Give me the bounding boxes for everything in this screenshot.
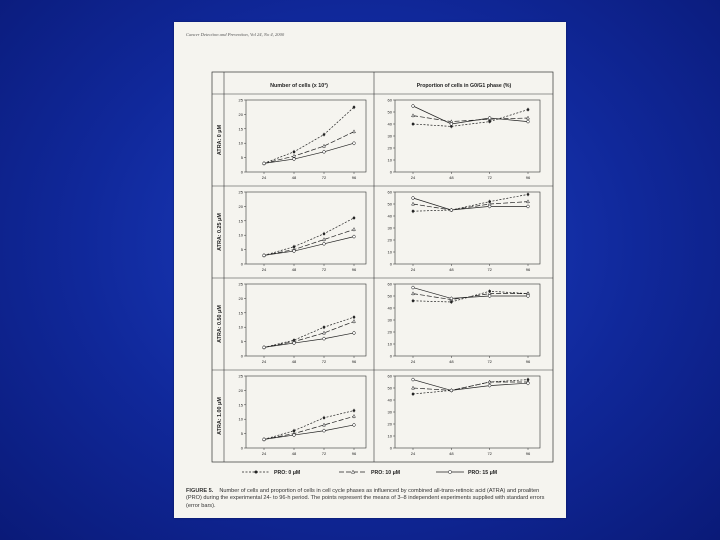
y-tick-label: 20 — [387, 145, 392, 151]
y-tick-label: 40 — [387, 213, 392, 219]
data-point — [353, 235, 356, 238]
g0g1-column-header: Proportion of cells in G0/G1 phase (%) — [416, 83, 512, 89]
caption-text: Number of cells and proportion of cells in cell cycle phases as influenced by combined all-trans-retinoic acid (ATRA) and proaliten (PRO) during the experimental 24- to 96-h period. The points represent the means of 3–8 independent experiments supplied with standard errors (error bars). — [186, 488, 545, 509]
x-tick-label: 96 — [525, 359, 531, 364]
x-tick-label: 96 — [351, 175, 357, 180]
data-point — [353, 415, 356, 418]
data-point — [412, 378, 415, 381]
y-tick-label: 20 — [387, 329, 392, 335]
data-point — [450, 297, 453, 300]
data-point — [353, 332, 356, 335]
y-tick-label: 60 — [387, 373, 392, 379]
y-tick-label: 25 — [238, 97, 243, 103]
y-tick-label: 0 — [240, 445, 243, 451]
x-tick-label: 24 — [261, 451, 267, 456]
legend-marker — [448, 470, 451, 473]
x-tick-label: 48 — [291, 267, 297, 272]
y-tick-label: 25 — [238, 281, 243, 287]
data-point — [527, 382, 530, 385]
x-tick-label: 72 — [487, 267, 492, 272]
x-tick-label: 96 — [525, 175, 531, 180]
y-tick-label: 30 — [387, 225, 392, 231]
x-tick-label: 96 — [525, 451, 531, 456]
y-tick-label: 60 — [387, 97, 392, 103]
series-line — [264, 425, 354, 439]
y-tick-label: 0 — [240, 261, 243, 267]
y-tick-label: 10 — [387, 249, 392, 255]
data-point — [353, 228, 356, 231]
data-point — [353, 409, 356, 412]
plot-area — [246, 192, 366, 264]
data-point — [263, 438, 266, 441]
data-point — [353, 217, 356, 220]
x-tick-label: 24 — [410, 267, 416, 272]
x-tick-label: 72 — [487, 359, 492, 364]
y-tick-label: 10 — [238, 140, 243, 146]
series-line — [264, 132, 354, 164]
y-tick-label: 20 — [238, 203, 243, 209]
y-tick-label: 10 — [238, 232, 243, 238]
y-tick-label: 0 — [389, 445, 392, 451]
y-tick-label: 0 — [389, 169, 392, 175]
data-point — [353, 142, 356, 145]
x-tick-label: 48 — [449, 359, 454, 364]
data-point — [353, 106, 356, 109]
y-tick-label: 40 — [387, 305, 392, 311]
x-tick-label: 48 — [291, 359, 297, 364]
data-point — [488, 117, 491, 120]
data-point — [412, 114, 415, 117]
y-tick-label: 15 — [238, 218, 243, 224]
legend-label: PRO: 10 μM — [371, 470, 401, 476]
x-tick-label: 48 — [291, 451, 297, 456]
y-tick-label: 10 — [238, 416, 243, 422]
y-tick-label: 30 — [387, 409, 392, 415]
data-point — [488, 295, 491, 298]
cells-column-header: Number of cells (x 10³) — [270, 83, 328, 89]
caption-label: FIGURE 5. — [186, 488, 214, 494]
y-tick-label: 15 — [238, 402, 243, 408]
row-label: ATRA: 0 μM — [217, 124, 223, 156]
y-tick-label: 60 — [387, 189, 392, 195]
series-line — [413, 198, 528, 210]
data-point — [412, 202, 415, 205]
y-tick-label: 20 — [387, 237, 392, 243]
y-tick-label: 25 — [238, 373, 243, 379]
y-tick-label: 50 — [387, 201, 392, 207]
x-tick-label: 72 — [321, 451, 327, 456]
series-line — [413, 294, 528, 300]
document-page — [174, 22, 566, 518]
series-line — [413, 382, 528, 390]
plot-area — [395, 192, 540, 264]
data-point — [323, 242, 326, 245]
data-point — [450, 209, 453, 212]
data-point — [488, 384, 491, 387]
plot-area — [395, 100, 540, 172]
row-label: ATRA: 0.50 μM — [217, 305, 223, 343]
x-tick-label: 24 — [410, 359, 416, 364]
figure-5 — [174, 22, 566, 518]
x-tick-label: 48 — [291, 175, 297, 180]
journal-header: Cancer Detection and Prevention, Vol 24, No 4, 2000 — [186, 32, 285, 37]
row-label: ATRA: 1.00 μM — [217, 397, 223, 435]
x-tick-label: 96 — [351, 267, 357, 272]
data-point — [293, 434, 296, 437]
data-point — [323, 337, 326, 340]
x-tick-label: 48 — [449, 267, 454, 272]
x-tick-label: 24 — [410, 451, 416, 456]
y-tick-label: 20 — [387, 421, 392, 427]
data-point — [527, 108, 530, 111]
y-tick-label: 25 — [238, 189, 243, 195]
y-tick-label: 10 — [238, 324, 243, 330]
y-tick-label: 10 — [387, 341, 392, 347]
x-tick-label: 72 — [487, 451, 492, 456]
x-tick-label: 96 — [525, 267, 531, 272]
y-tick-label: 50 — [387, 385, 392, 391]
data-point — [323, 423, 326, 426]
y-tick-label: 50 — [387, 293, 392, 299]
y-tick-label: 0 — [240, 353, 243, 359]
y-tick-label: 5 — [240, 247, 243, 253]
data-point — [323, 429, 326, 432]
series-line — [264, 333, 354, 347]
data-point — [527, 120, 530, 123]
data-point — [412, 197, 415, 200]
y-tick-label: 0 — [389, 261, 392, 267]
data-point — [263, 346, 266, 349]
y-tick-label: 15 — [238, 310, 243, 316]
data-point — [450, 389, 453, 392]
plot-area — [246, 100, 366, 172]
x-tick-label: 72 — [487, 175, 492, 180]
data-point — [353, 320, 356, 323]
plot-area — [246, 284, 366, 356]
data-point — [323, 133, 326, 136]
y-tick-label: 10 — [387, 157, 392, 163]
figure-caption — [186, 488, 546, 510]
data-point — [323, 326, 326, 329]
y-tick-label: 20 — [238, 387, 243, 393]
y-tick-label: 20 — [238, 111, 243, 117]
series-line — [264, 107, 354, 163]
data-point — [488, 205, 491, 208]
y-tick-label: 5 — [240, 155, 243, 161]
x-tick-label: 48 — [449, 175, 454, 180]
y-tick-label: 30 — [387, 133, 392, 139]
y-tick-label: 0 — [240, 169, 243, 175]
data-point — [353, 424, 356, 427]
legend-marker — [255, 471, 258, 474]
data-point — [293, 158, 296, 161]
series-line — [264, 411, 354, 440]
x-tick-label: 72 — [321, 267, 327, 272]
y-tick-label: 60 — [387, 281, 392, 287]
data-point — [412, 300, 415, 303]
y-tick-label: 15 — [238, 126, 243, 132]
x-tick-label: 24 — [261, 359, 267, 364]
y-tick-label: 30 — [387, 317, 392, 323]
data-point — [323, 150, 326, 153]
data-point — [353, 316, 356, 319]
series-line — [264, 321, 354, 347]
data-point — [353, 130, 356, 133]
y-tick-label: 40 — [387, 121, 392, 127]
data-point — [527, 295, 530, 298]
data-point — [293, 151, 296, 154]
x-tick-label: 24 — [261, 175, 267, 180]
data-point — [527, 205, 530, 208]
data-point — [323, 331, 326, 334]
x-tick-label: 96 — [351, 451, 357, 456]
y-tick-label: 40 — [387, 397, 392, 403]
data-point — [450, 123, 453, 126]
series-line — [264, 218, 354, 255]
legend-label: PRO: 15 μM — [468, 470, 498, 476]
series-line — [264, 237, 354, 256]
y-tick-label: 5 — [240, 431, 243, 437]
y-tick-label: 20 — [238, 295, 243, 301]
data-point — [412, 286, 415, 289]
x-tick-label: 96 — [351, 359, 357, 364]
data-point — [293, 250, 296, 253]
data-point — [263, 162, 266, 165]
series-line — [264, 143, 354, 163]
data-point — [527, 193, 530, 196]
plot-area — [395, 284, 540, 356]
y-tick-label: 0 — [389, 353, 392, 359]
data-point — [323, 232, 326, 235]
y-tick-label: 50 — [387, 109, 392, 115]
x-tick-label: 24 — [410, 175, 416, 180]
data-point — [412, 123, 415, 126]
data-point — [323, 416, 326, 419]
row-label: ATRA: 0.25 μM — [217, 213, 223, 251]
y-tick-label: 10 — [387, 433, 392, 439]
x-tick-label: 48 — [449, 451, 454, 456]
data-point — [412, 210, 415, 213]
data-point — [412, 292, 415, 295]
data-point — [293, 342, 296, 345]
x-tick-label: 24 — [261, 267, 267, 272]
data-point — [263, 254, 266, 257]
legend-label: PRO: 0 μM — [274, 470, 301, 476]
x-tick-label: 72 — [321, 359, 327, 364]
x-tick-label: 72 — [321, 175, 327, 180]
y-tick-label: 5 — [240, 339, 243, 345]
data-point — [412, 393, 415, 396]
data-point — [412, 105, 415, 108]
series-line — [264, 317, 354, 347]
plot-area — [395, 376, 540, 448]
